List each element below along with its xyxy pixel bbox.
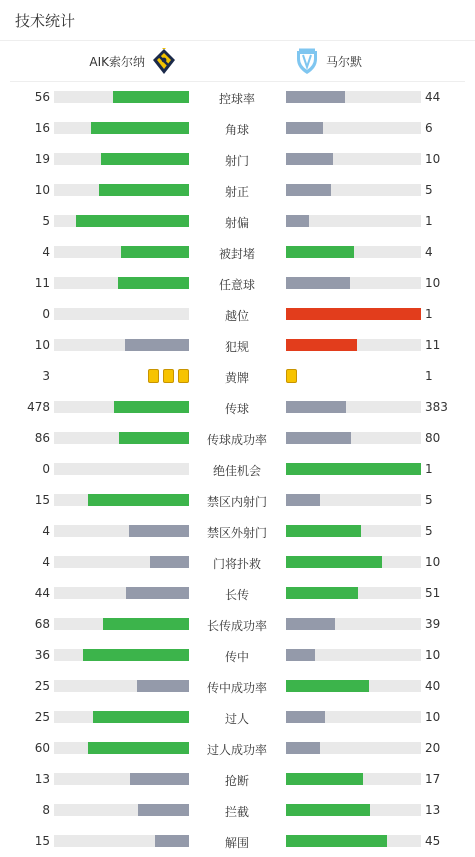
- home-stat-fill: [126, 587, 189, 599]
- home-stat-bar: [54, 91, 189, 103]
- away-stat-value: 5: [425, 524, 433, 538]
- away-stat-value: 1: [425, 462, 433, 476]
- home-stat-value: 5: [42, 214, 50, 228]
- home-stat-fill: [137, 680, 189, 692]
- away-stat-bar: [286, 494, 421, 506]
- home-stat-bar: [54, 432, 189, 444]
- malmo-crest-icon: [294, 48, 320, 75]
- stat-label: 禁区内射门: [206, 495, 267, 509]
- away-stat-fill: [286, 742, 320, 754]
- away-stat-bar: [286, 432, 421, 444]
- away-stat-fill: [286, 556, 382, 568]
- away-stat-value: 10: [425, 152, 441, 166]
- away-stat-value: 80: [425, 431, 441, 445]
- home-stat-value: 8: [42, 803, 50, 817]
- stat-label: 解围: [224, 836, 249, 850]
- home-stat-bar: [54, 556, 189, 568]
- home-stat-value: 56: [34, 90, 50, 104]
- home-team[interactable]: [89, 48, 177, 75]
- home-stat-fill: [129, 525, 189, 537]
- home-stat-value: 10: [34, 338, 50, 352]
- stat-row: [0, 609, 475, 640]
- stat-label: 角球: [224, 123, 249, 137]
- home-stat-fill: [88, 742, 189, 754]
- home-stat-bar: [54, 153, 189, 165]
- home-stat-fill: [113, 91, 189, 103]
- team-header: [10, 41, 465, 82]
- away-stat-value: 40: [425, 679, 441, 693]
- away-stat-bar: [286, 463, 421, 475]
- stat-label: 长传成功率: [206, 619, 267, 633]
- stat-label: 射门: [224, 154, 249, 168]
- home-stat-value: 0: [42, 462, 50, 476]
- home-stat-bar: [54, 215, 189, 227]
- home-stat-bar: [54, 711, 189, 723]
- away-stat-value: 45: [425, 834, 441, 848]
- away-stat-value: 17: [425, 772, 441, 786]
- away-stat-bar: [286, 91, 421, 103]
- stat-row: [0, 113, 475, 144]
- stat-row: [0, 795, 475, 826]
- away-stat-fill: [286, 587, 358, 599]
- stat-label: 长传: [224, 588, 249, 602]
- away-stat-fill: [286, 122, 323, 134]
- home-stat-fill: [155, 835, 189, 847]
- stat-row: [0, 733, 475, 764]
- stat-row: [0, 640, 475, 671]
- home-stat-value: 15: [34, 493, 50, 507]
- home-stat-value: 478: [27, 400, 50, 414]
- away-stat-bar: [286, 339, 421, 351]
- home-stat-value: 16: [34, 121, 50, 135]
- away-stat-fill: [286, 153, 333, 165]
- home-stat-fill: [125, 339, 189, 351]
- stat-row: [0, 454, 475, 485]
- away-stat-fill: [286, 494, 320, 506]
- home-stat-value: 4: [42, 555, 50, 569]
- home-stat-fill: [101, 153, 189, 165]
- stat-label: 黄牌: [224, 371, 249, 385]
- away-stat-fill: [286, 804, 370, 816]
- away-stat-bar: [286, 680, 421, 692]
- stat-row: [0, 206, 475, 237]
- home-stat-bar: [54, 308, 189, 320]
- stat-label: 射偏: [224, 216, 249, 230]
- stat-row: [0, 485, 475, 516]
- home-stat-bar: [54, 773, 189, 785]
- home-stat-value: 25: [34, 679, 50, 693]
- home-stat-bar: [54, 618, 189, 630]
- away-stat-value: 10: [425, 710, 441, 724]
- stat-row: [0, 175, 475, 206]
- away-stat-bar: [286, 308, 421, 320]
- away-stat-value: 10: [425, 555, 441, 569]
- away-stat-bar: [286, 587, 421, 599]
- away-stat-bar: [286, 277, 421, 289]
- stat-row: [0, 268, 475, 299]
- home-stat-fill: [76, 215, 189, 227]
- away-stat-bar: [286, 525, 421, 537]
- yellow-card-icon: [163, 369, 174, 383]
- home-stat-value: 68: [34, 617, 50, 631]
- home-stat-value: 44: [34, 586, 50, 600]
- home-stat-bar: [54, 339, 189, 351]
- away-stat-bar: [286, 215, 421, 227]
- stat-label: 越位: [224, 309, 249, 323]
- stat-label: 抢断: [224, 774, 249, 788]
- stat-row: [0, 392, 475, 423]
- home-stat-bar: [54, 246, 189, 258]
- stat-row: [0, 547, 475, 578]
- away-stat-value: 39: [425, 617, 441, 631]
- home-stat-bar: [54, 742, 189, 754]
- away-stat-value: 44: [425, 90, 441, 104]
- home-stat-bar: [54, 587, 189, 599]
- stat-label: 传球成功率: [206, 433, 267, 447]
- away-stat-bar: [286, 649, 421, 661]
- stat-row: [0, 423, 475, 454]
- stat-label: 控球率: [218, 92, 255, 106]
- stat-label: 禁区外射门: [206, 526, 267, 540]
- stat-row: [0, 330, 475, 361]
- away-stat-bar: [286, 153, 421, 165]
- home-stat-bar: [54, 494, 189, 506]
- home-stat-bar: [54, 835, 189, 847]
- home-stat-value: 25: [34, 710, 50, 724]
- away-stat-bar: [286, 184, 421, 196]
- away-stat-bar: [286, 556, 421, 568]
- away-stat-fill: [286, 463, 421, 475]
- home-stat-fill: [119, 432, 189, 444]
- away-stat-value: 10: [425, 648, 441, 662]
- away-stat-fill: [286, 773, 363, 785]
- home-stat-bar: [54, 804, 189, 816]
- away-stat-fill: [286, 91, 345, 103]
- home-stat-value: 60: [34, 741, 50, 755]
- home-yellow-cards: [148, 369, 189, 383]
- stat-label: 门将扑救: [212, 557, 261, 571]
- away-stat-fill: [286, 618, 335, 630]
- home-stat-value: 0: [42, 307, 50, 321]
- home-stat-bar: [54, 184, 189, 196]
- away-stat-bar: [286, 773, 421, 785]
- away-stat-fill: [286, 649, 315, 661]
- stat-label: 过人: [224, 712, 249, 726]
- stat-row: [0, 702, 475, 733]
- stat-label: 传球: [224, 402, 249, 416]
- home-stat-bar: [54, 463, 189, 475]
- away-team[interactable]: [294, 48, 362, 75]
- away-stat-fill: [286, 308, 421, 320]
- yellow-card-icon: [178, 369, 189, 383]
- stat-label: 传中成功率: [206, 681, 267, 695]
- away-stat-fill: [286, 215, 309, 227]
- home-stat-fill: [93, 711, 189, 723]
- stat-label: 被封堵: [218, 247, 255, 261]
- home-stat-value: 10: [34, 183, 50, 197]
- away-stat-fill: [286, 432, 351, 444]
- stat-row: [0, 144, 475, 175]
- home-stat-bar: [54, 680, 189, 692]
- stat-label: 犯规: [224, 340, 249, 354]
- away-stat-value: 1: [425, 307, 433, 321]
- home-stat-value: 4: [42, 524, 50, 538]
- away-stat-fill: [286, 401, 346, 413]
- away-yellow-cards: [286, 369, 297, 383]
- stat-label: 拦截: [224, 805, 249, 819]
- away-stat-fill: [286, 184, 331, 196]
- away-stat-bar: [286, 742, 421, 754]
- stat-label: 绝佳机会: [212, 464, 261, 478]
- away-stat-value: 11: [425, 338, 441, 352]
- page-title: 技术统计: [15, 12, 76, 30]
- home-stat-bar: [54, 525, 189, 537]
- home-team-name: AIK索尔纳: [89, 55, 145, 69]
- stats-header: [0, 0, 475, 41]
- stat-label: 射正: [224, 185, 249, 199]
- home-stat-value: 86: [34, 431, 50, 445]
- stat-row: [0, 578, 475, 609]
- away-stat-value: 20: [425, 741, 441, 755]
- home-stat-bar: [54, 401, 189, 413]
- home-stat-fill: [91, 122, 189, 134]
- home-stat-fill: [138, 804, 189, 816]
- away-stat-value: 6: [425, 121, 433, 135]
- home-stat-fill: [103, 618, 189, 630]
- stat-row: [0, 237, 475, 268]
- stats-list: [0, 82, 475, 857]
- away-stat-bar: [286, 618, 421, 630]
- stat-label: 传中: [224, 650, 249, 664]
- away-stat-bar: [286, 122, 421, 134]
- stat-row: [0, 82, 475, 113]
- home-stat-fill: [88, 494, 189, 506]
- home-stat-value: 19: [34, 152, 50, 166]
- away-stat-value: 10: [425, 276, 441, 290]
- aik-crest-icon: [151, 48, 177, 75]
- away-stat-value: 4: [425, 245, 433, 259]
- away-stat-value: 51: [425, 586, 441, 600]
- stat-row: [0, 516, 475, 547]
- away-stat-fill: [286, 711, 325, 723]
- stat-row: [0, 299, 475, 330]
- away-stat-value: 1: [425, 214, 433, 228]
- away-stat-value: 1: [425, 369, 433, 383]
- away-stat-value: 5: [425, 493, 433, 507]
- away-stat-fill: [286, 246, 354, 258]
- home-stat-bar: [54, 649, 189, 661]
- yellow-card-icon: [148, 369, 159, 383]
- away-stat-fill: [286, 339, 357, 351]
- home-stat-fill: [118, 277, 189, 289]
- away-stat-bar: [286, 835, 421, 847]
- away-stat-value: 383: [425, 400, 448, 414]
- home-stat-value: 36: [34, 648, 50, 662]
- away-team-name: 马尔默: [326, 55, 363, 69]
- stat-row: [0, 826, 475, 857]
- home-stat-value: 11: [34, 276, 50, 290]
- away-stat-fill: [286, 835, 387, 847]
- home-stat-fill: [114, 401, 189, 413]
- stat-row: [0, 671, 475, 702]
- home-stat-fill: [99, 184, 189, 196]
- home-stat-fill: [83, 649, 189, 661]
- away-stat-fill: [286, 680, 369, 692]
- away-stat-bar: [286, 401, 421, 413]
- home-stat-value: 4: [42, 245, 50, 259]
- away-stat-value: 13: [425, 803, 441, 817]
- home-stat-fill: [121, 246, 189, 258]
- yellow-card-icon: [286, 369, 297, 383]
- stat-label: 任意球: [218, 278, 255, 292]
- home-stat-value: 3: [42, 369, 50, 383]
- home-stat-bar: [54, 122, 189, 134]
- away-stat-fill: [286, 525, 361, 537]
- home-stat-fill: [150, 556, 189, 568]
- away-stat-value: 5: [425, 183, 433, 197]
- away-stat-fill: [286, 277, 350, 289]
- away-stat-bar: [286, 804, 421, 816]
- home-stat-bar: [54, 277, 189, 289]
- away-stat-bar: [286, 246, 421, 258]
- home-stat-value: 15: [34, 834, 50, 848]
- stat-row: [0, 361, 475, 392]
- away-stat-bar: [286, 711, 421, 723]
- stat-row: [0, 764, 475, 795]
- home-stat-fill: [130, 773, 189, 785]
- home-stat-value: 13: [34, 772, 50, 786]
- stat-label: 过人成功率: [206, 743, 267, 757]
